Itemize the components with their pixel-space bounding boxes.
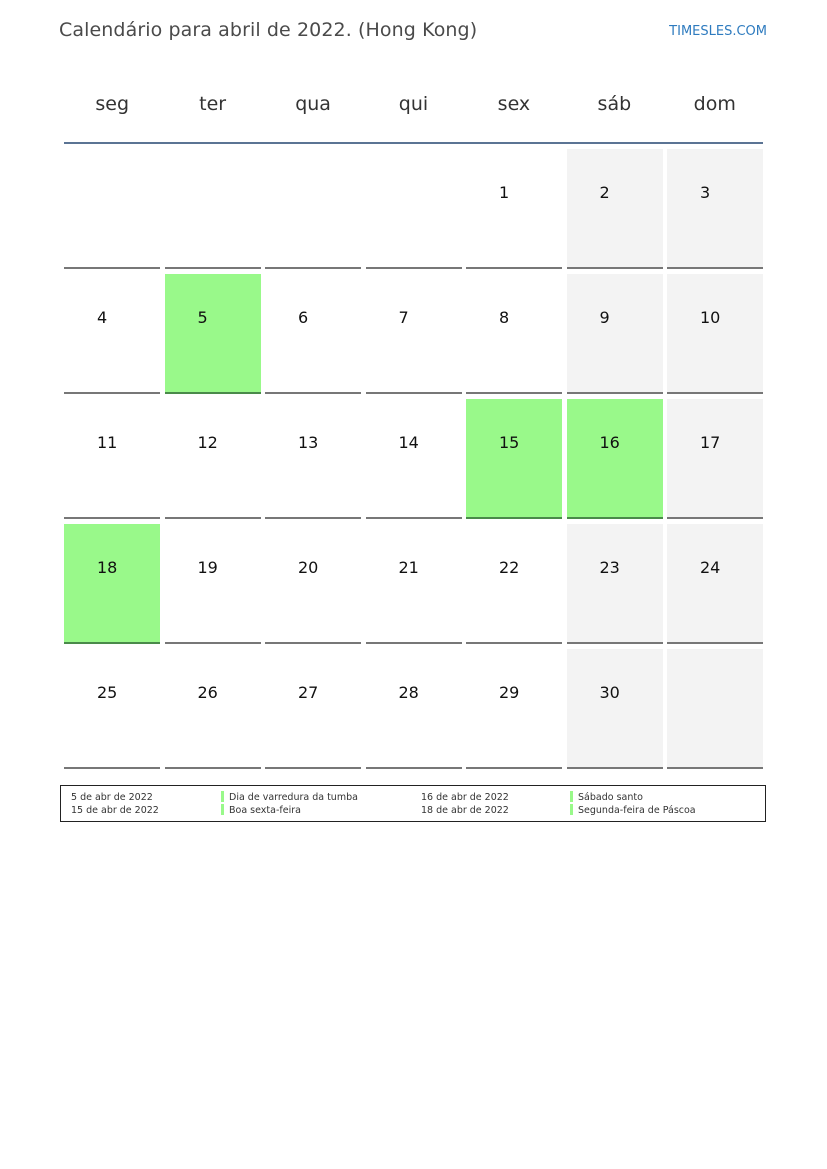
day-number: 20 bbox=[298, 558, 319, 577]
legend-holiday-name: Dia de varredura da tumba bbox=[221, 791, 358, 804]
calendar-day bbox=[165, 399, 261, 519]
day-number: 1 bbox=[499, 183, 510, 202]
day-number: 16 bbox=[599, 433, 620, 452]
weekday-label: dom bbox=[693, 93, 736, 115]
weekday-label: seg bbox=[95, 93, 130, 115]
legend-dates-right bbox=[421, 791, 509, 817]
weekday-label: qui bbox=[398, 93, 429, 115]
day-number: 23 bbox=[599, 558, 620, 577]
legend-holiday-name: Sábado santo bbox=[570, 791, 696, 804]
legend-holiday-name: Boa sexta-feira bbox=[221, 804, 358, 817]
day-number: 28 bbox=[398, 683, 419, 702]
holiday-legend bbox=[60, 785, 766, 822]
legend-names-left bbox=[221, 791, 358, 817]
calendar-day bbox=[165, 524, 261, 644]
calendar-day bbox=[165, 649, 261, 769]
day-number: 2 bbox=[599, 183, 610, 202]
legend-date: 16 de abr de 2022 bbox=[421, 792, 509, 803]
calendar-day bbox=[366, 149, 462, 269]
calendar-day bbox=[366, 649, 462, 769]
day-number: 9 bbox=[599, 308, 610, 327]
legend-date: 18 de abr de 2022 bbox=[421, 805, 509, 816]
calendar-day bbox=[466, 649, 562, 769]
legend-date: 5 de abr de 2022 bbox=[71, 792, 153, 803]
header-divider bbox=[64, 142, 763, 144]
brand-link[interactable]: TIMESLES.COM bbox=[669, 24, 767, 39]
calendar-day bbox=[64, 649, 160, 769]
calendar-day bbox=[466, 274, 562, 394]
day-number: 29 bbox=[499, 683, 520, 702]
weekday-label: ter bbox=[199, 93, 227, 115]
calendar-day bbox=[265, 524, 361, 644]
day-number: 27 bbox=[298, 683, 319, 702]
calendar-day bbox=[667, 524, 763, 644]
calendar-day bbox=[366, 274, 462, 394]
calendar-day bbox=[265, 274, 361, 394]
calendar-day bbox=[466, 149, 562, 269]
calendar-day-holiday bbox=[567, 399, 663, 519]
weekday-label: sex bbox=[497, 93, 531, 115]
day-number: 24 bbox=[700, 558, 721, 577]
calendar-day bbox=[667, 399, 763, 519]
day-number: 15 bbox=[499, 433, 520, 452]
day-number: 13 bbox=[298, 433, 319, 452]
calendar-day-holiday bbox=[466, 399, 562, 519]
calendar-day bbox=[64, 274, 160, 394]
calendar-day bbox=[64, 399, 160, 519]
calendar-day bbox=[567, 524, 663, 644]
legend-holiday-name: Segunda-feira de Páscoa bbox=[570, 804, 696, 817]
day-number: 17 bbox=[700, 433, 721, 452]
day-number: 8 bbox=[499, 308, 510, 327]
calendar-day-holiday bbox=[64, 524, 160, 644]
calendar-day bbox=[567, 274, 663, 394]
holiday-swatch bbox=[221, 791, 224, 802]
weekday-header bbox=[62, 80, 765, 128]
calendar-day bbox=[667, 149, 763, 269]
day-number: 19 bbox=[197, 558, 218, 577]
calendar-day bbox=[567, 649, 663, 769]
holiday-swatch bbox=[221, 804, 224, 815]
legend-date: 15 de abr de 2022 bbox=[71, 805, 159, 816]
calendar-day bbox=[64, 149, 160, 269]
day-number: 10 bbox=[700, 308, 721, 327]
calendar-grid bbox=[64, 149, 763, 769]
day-number: 26 bbox=[197, 683, 218, 702]
calendar-day bbox=[567, 149, 663, 269]
calendar-day bbox=[265, 399, 361, 519]
calendar-day bbox=[366, 399, 462, 519]
day-number: 4 bbox=[97, 308, 108, 327]
day-number: 14 bbox=[398, 433, 419, 452]
day-number: 22 bbox=[499, 558, 520, 577]
calendar-day bbox=[265, 149, 361, 269]
holiday-swatch bbox=[570, 791, 573, 802]
legend-names-right bbox=[570, 791, 696, 817]
day-number: 11 bbox=[97, 433, 118, 452]
legend-dates-left bbox=[71, 791, 159, 817]
calendar-day bbox=[165, 149, 261, 269]
calendar-day bbox=[466, 524, 562, 644]
day-number: 5 bbox=[197, 308, 208, 327]
day-number: 7 bbox=[398, 308, 409, 327]
calendar-day-holiday bbox=[165, 274, 261, 394]
day-number: 30 bbox=[599, 683, 620, 702]
holiday-swatch bbox=[570, 804, 573, 815]
calendar-day bbox=[265, 649, 361, 769]
day-number: 21 bbox=[398, 558, 419, 577]
weekday-label: qua bbox=[295, 93, 331, 115]
day-number: 3 bbox=[700, 183, 711, 202]
day-number: 25 bbox=[97, 683, 118, 702]
page-title: Calendário para abril de 2022. (Hong Kong) bbox=[59, 19, 478, 41]
day-number: 18 bbox=[97, 558, 118, 577]
calendar-day bbox=[366, 524, 462, 644]
weekday-label: sáb bbox=[597, 93, 632, 115]
calendar-day bbox=[667, 649, 763, 769]
calendar-day bbox=[667, 274, 763, 394]
day-number: 6 bbox=[298, 308, 309, 327]
day-number: 12 bbox=[197, 433, 218, 452]
